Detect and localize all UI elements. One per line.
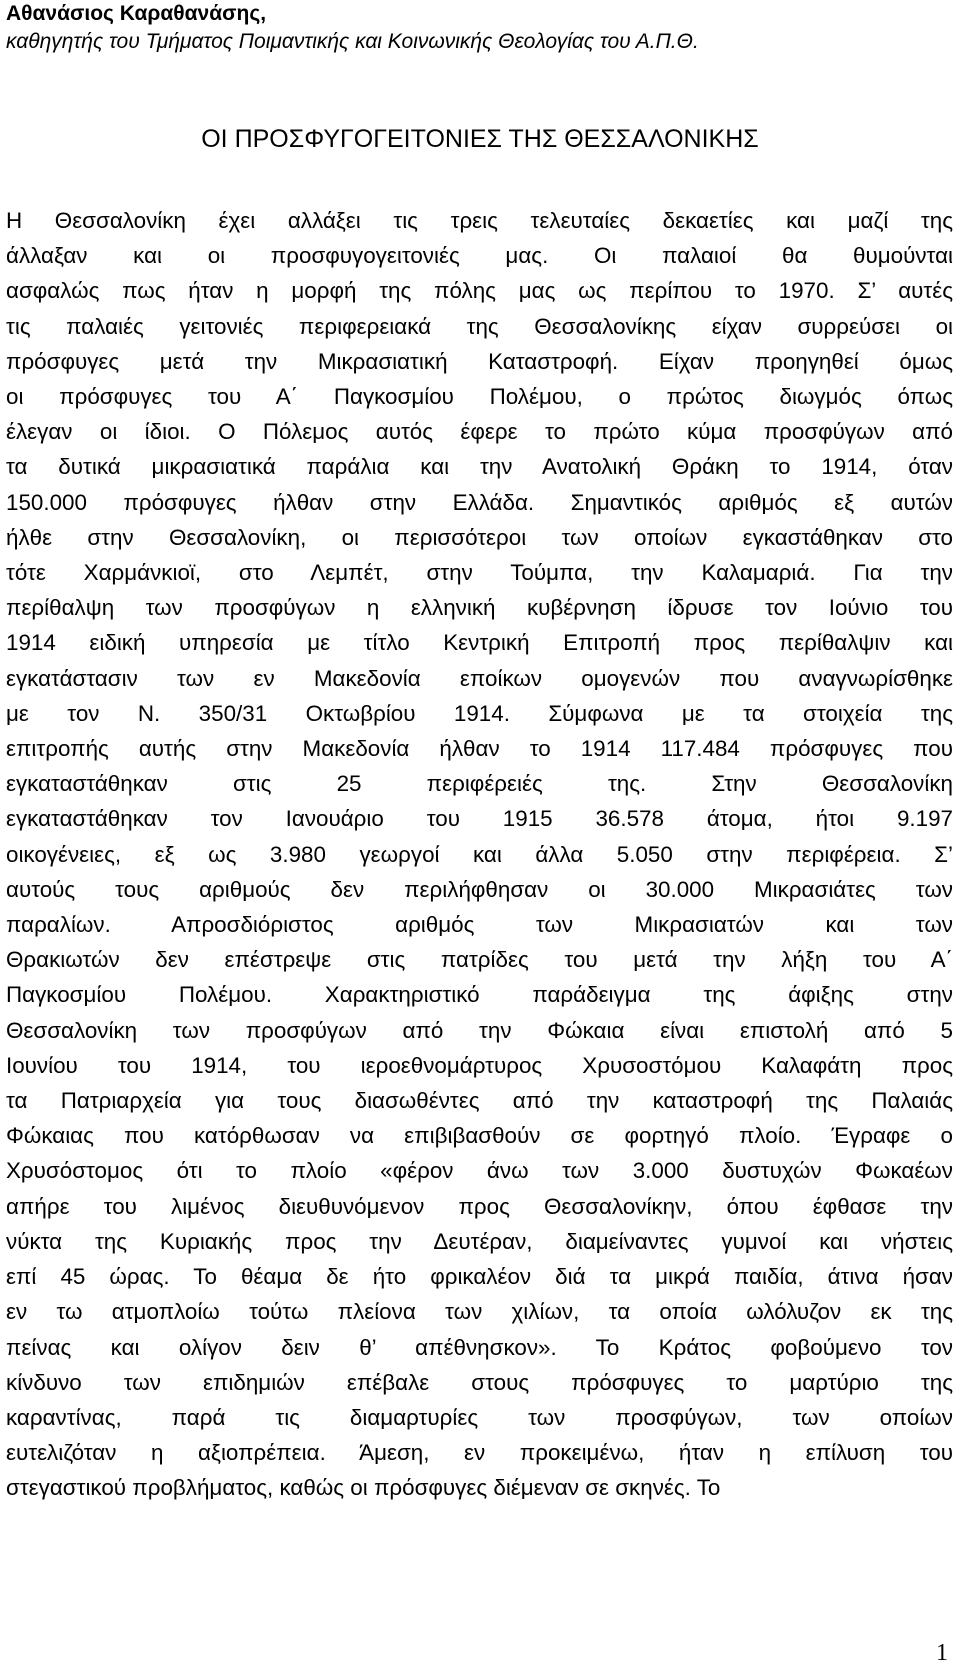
text-line: νύκτα της Κυριακής προς την Δευτέραν, διαμείναντες γυμνοί και νήστεις — [6, 1228, 953, 1254]
text-line: οι πρόσφυγες του Α΄ Παγκοσμίου Πολέμου, ο πρώτος διωγμός όπως — [6, 384, 953, 410]
text-line: εν τω ατμοπλοίω τούτω πλείονα των χιλίων, τα οποία ωλόλυζον εκ της — [6, 1299, 953, 1325]
text-line: κίνδυνο των επιδημιών επέβαλε στους πρόσφυγες το μαρτύριο της — [6, 1369, 953, 1395]
author-name: Αθανάσιος Καραθανάσης, — [6, 2, 267, 25]
text-line: καραντίνας, παρά τις διαμαρτυρίες των προσφύγων, των οποίων — [6, 1404, 953, 1430]
text-line: περίθαλψη των προσφύγων η ελληνική κυβέρνηση ίδρυσε τον Ιούνιο του — [6, 595, 953, 621]
text-line: Ιουνίου του 1914, του ιεροεθνομάρτυρος Χρυσοστόμου Καλαφάτη προς — [6, 1052, 953, 1078]
text-line: τότε Χαρμάνκιοϊ, στο Λεμπέτ, στην Τούμπα, την Καλαμαριά. Για την — [6, 560, 953, 586]
text-line: Η Θεσσαλονίκη έχει αλλάξει τις τρεις τελευταίες δεκαετίες και μαζί της — [6, 208, 953, 233]
text-line: αυτούς τους αριθμούς δεν περιλήφθησαν οι 30.000 Μικρασιάτες των — [6, 876, 953, 902]
text-line: παραλίων. Απροσδιόριστος αριθμός των Μικρασιατών και των — [6, 912, 953, 938]
text-line: έλεγαν οι ίδιοι. Ο Πόλεμος αυτός έφερε το πρώτο κύμα προσφύγων από — [6, 419, 953, 445]
document-title: ΟΙ ΠΡΟΣΦΥΓΟΓΕΙΤΟΝΙΕΣ ΤΗΣ ΘΕΣΣΑΛΟΝΙΚΗΣ — [201, 125, 759, 153]
text-line: εγκαταστάθηκαν στις 25 περιφέρειές της. Στην Θεσσαλονίκη — [6, 771, 953, 797]
text-line: Θρακιωτών δεν επέστρεψε στις πατρίδες του μετά την λήξη του Α΄ — [6, 947, 953, 973]
text-line: τα Πατριαρχεία για τους διασωθέντες από την καταστροφή της Παλαιάς — [6, 1088, 953, 1114]
text-line: εγκαταστάθηκαν τον Ιανουάριο του 1915 36.578 άτομα, ήτοι 9.197 — [6, 806, 953, 832]
text-line: ασφαλώς πως ήταν η μορφή της πόλης μας ως περίπου το 1970. Σ’ αυτές — [6, 278, 953, 304]
page-number: 1 — [936, 1640, 948, 1666]
text-line: πείνας και ολίγον δειν θ’ απέθνησκον». Το Κράτος φοβούμενο τον — [6, 1334, 953, 1360]
body-paragraph — [6, 203, 953, 1506]
author-block — [6, 0, 946, 56]
author-title: καθηγητής του Τμήματος Ποιμαντικής και Κοινωνικής Θεολογίας του Α.Π.Θ. — [6, 30, 699, 53]
text-line: τα δυτικά μικρασιατικά παράλια και την Ανατολική Θράκη το 1914, όταν — [6, 454, 953, 480]
text-line: Φώκαιας που κατόρθωσαν να επιβιβασθούν σε φορτηγό πλοίο. Έγραφε ο — [6, 1123, 953, 1149]
text-line: επιτροπής αυτής στην Μακεδονία ήλθαν το 1914 117.484 πρόσφυγες που — [6, 736, 953, 762]
text-line: άλλαξαν και οι προσφυγογειτονιές μας. Οι παλαιοί θα θυμούνται — [6, 243, 953, 269]
text-line: πρόσφυγες μετά την Μικρασιατική Καταστροφή. Είχαν προηγηθεί όμως — [6, 348, 953, 374]
text-line: απήρε του λιμένος διευθυνόμενον προς Θεσσαλονίκην, όπου έφθασε την — [6, 1193, 953, 1219]
text-line: Θεσσαλονίκη των προσφύγων από την Φώκαια είναι επιστολή από 5 — [6, 1017, 953, 1043]
text-line: Παγκοσμίου Πολέμου. Χαρακτηριστικό παράδειγμα της άφιξης στην — [6, 982, 953, 1008]
text-line: ήλθε στην Θεσσαλονίκη, οι περισσότεροι των οποίων εγκαστάθηκαν στο — [6, 524, 953, 550]
text-line: στεγαστικού προβλήματος, καθώς οι πρόσφυγες διέμεναν σε σκηνές. Το — [6, 1475, 721, 1501]
text-line: 1914 ειδική υπηρεσία με τίτλο Κεντρική Επιτροπή προς περίθαλψιν και — [6, 630, 953, 656]
text-line: οικογένειες, εξ ως 3.980 γεωργοί και άλλα 5.050 στην περιφέρεια. Σ’ — [6, 841, 953, 867]
text-line: ευτελιζόταν η αξιοπρέπεια. Άμεση, εν προκειμένω, ήταν η επίλυση του — [6, 1440, 953, 1466]
text-line: τις παλαιές γειτονιές περιφερειακά της Θεσσαλονίκης είχαν συρρεύσει οι — [6, 313, 953, 339]
text-line: Χρυσόστομος ότι το πλοίο «φέρον άνω των 3.000 δυστυχών Φωκαέων — [6, 1158, 953, 1184]
text-line: επί 45 ώρας. Το θέαμα δε ήτο φρικαλέον διά τα μικρά παιδία, άτινα ήσαν — [6, 1264, 953, 1290]
text-line: 150.000 πρόσφυγες ήλθαν στην Ελλάδα. Σημαντικός αριθμός εξ αυτών — [6, 489, 953, 515]
text-line: εγκατάστασιν των εν Μακεδονία εποίκων ομογενών που αναγνωρίσθηκε — [6, 665, 953, 691]
text-line: με τον Ν. 350/31 Οκτωβρίου 1914. Σύμφωνα με τα στοιχεία της — [6, 700, 953, 726]
